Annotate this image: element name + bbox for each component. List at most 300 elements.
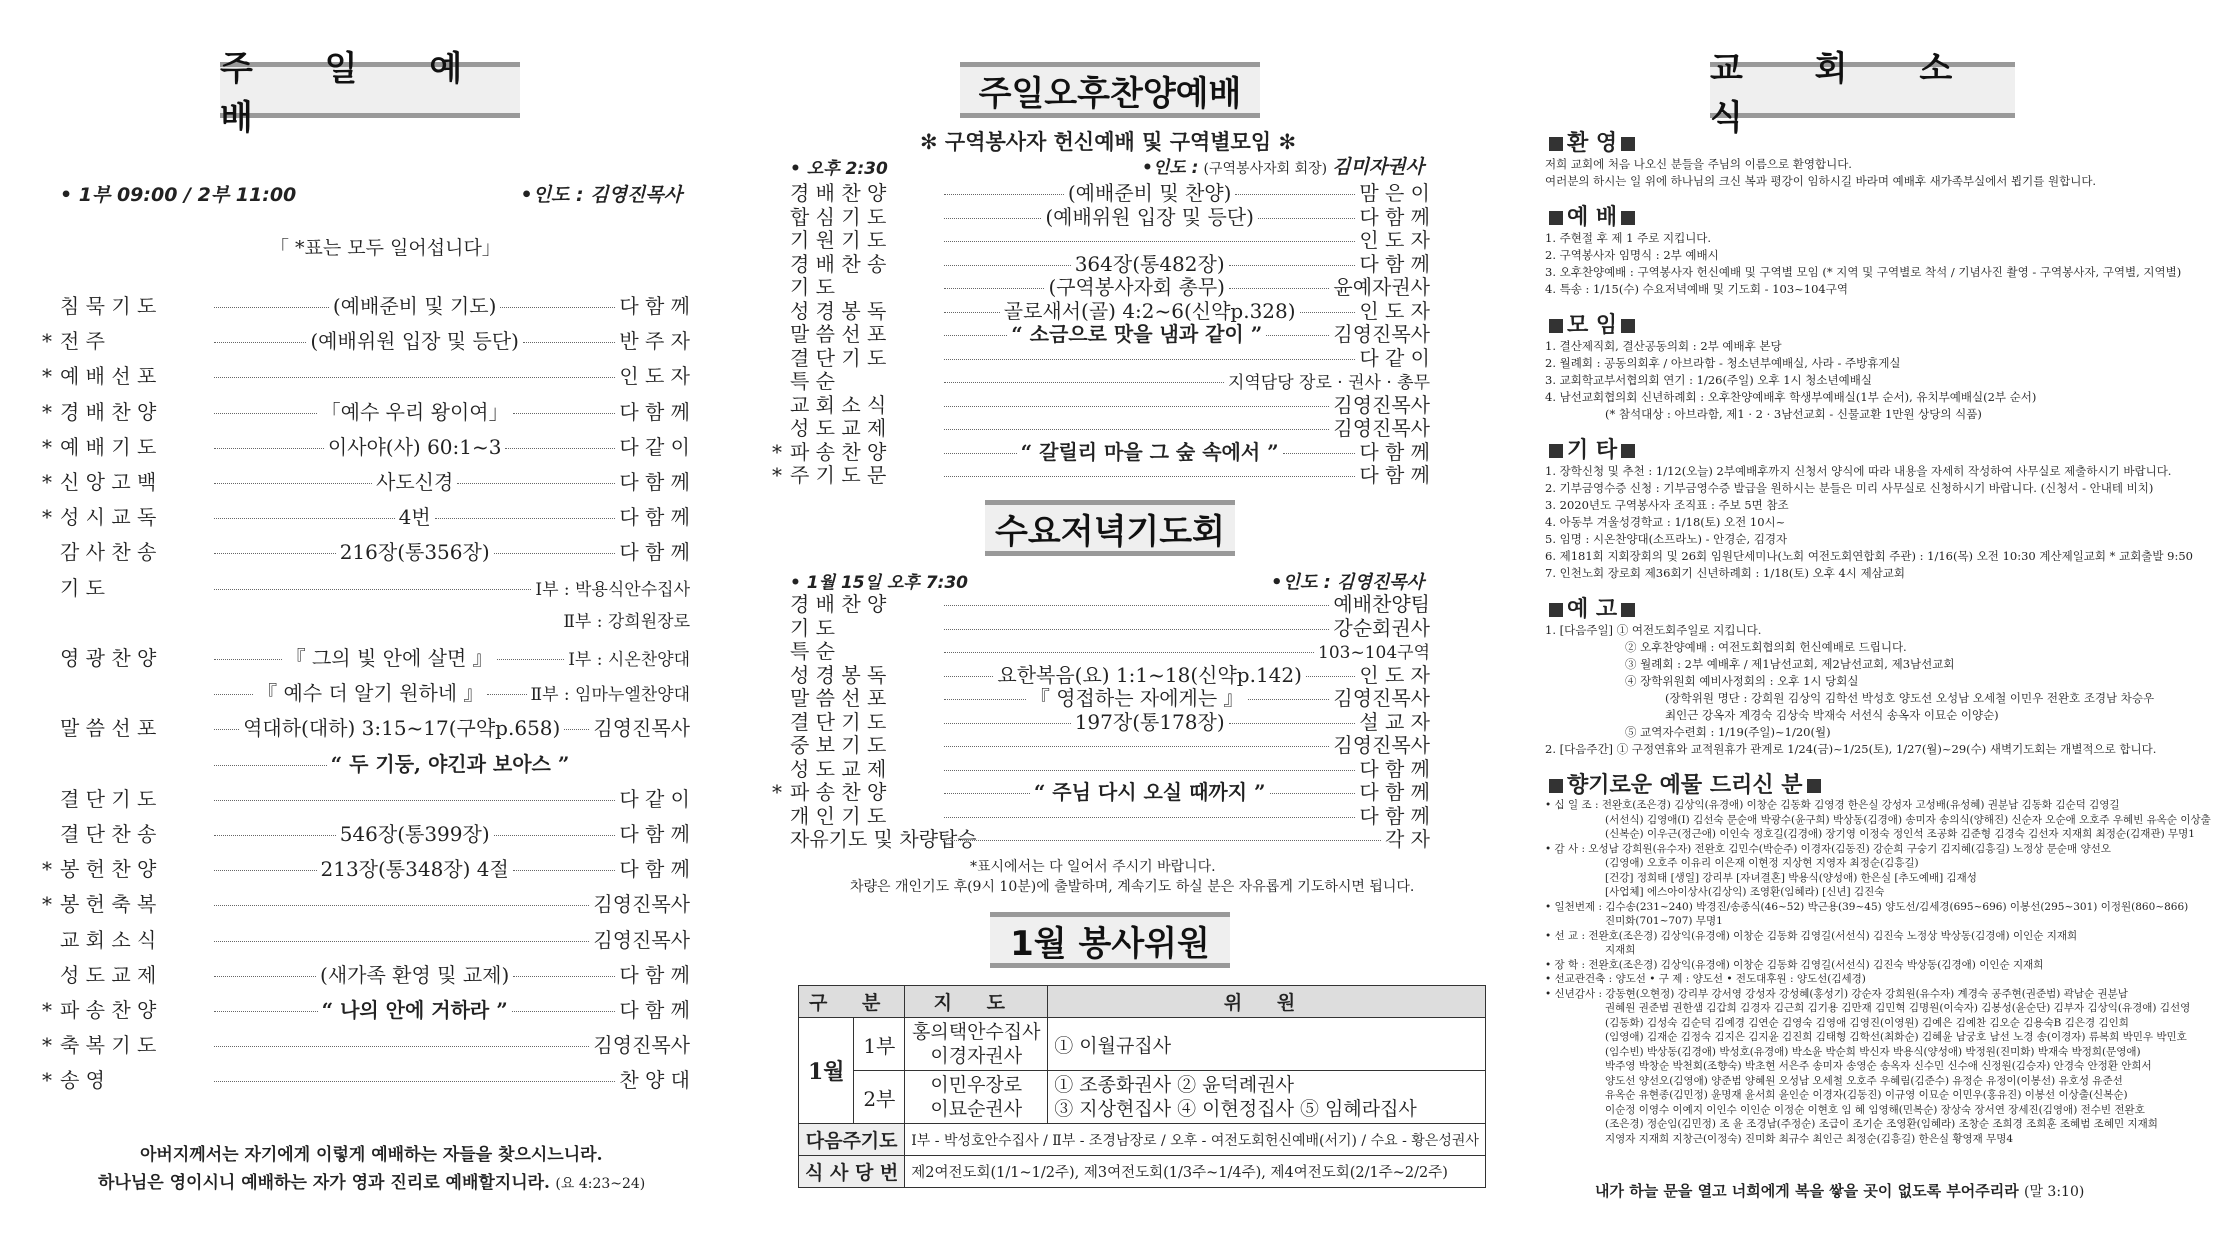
news-line: 7. 인천노회 장로회 제36회기 신년하례회 : 1/18(토) 오후 4시 제삼교회 — [1545, 566, 1905, 580]
afternoon-service-title: 주일오후찬양예배 — [960, 62, 1260, 118]
dot-leader — [944, 793, 1030, 794]
square-bullet-icon — [1621, 444, 1635, 458]
dot-leader — [214, 483, 372, 484]
news-line: 3. 오후찬양예배 : 구역봉사자 헌신예배 및 구역별 모임 (* 지역 및 구역별로 착석 / 기념사진 촬영 - 구역봉사자, 구역별, 지역별) — [1545, 265, 2182, 279]
verse-ref: (요 4:23~24) — [555, 1176, 646, 1192]
dot-leader — [214, 835, 336, 836]
order-item — [42, 466, 690, 495]
dot-leader — [1229, 723, 1356, 724]
order-label-text: 성 도 교 제 — [790, 756, 887, 781]
order-label-text: 기 원 기 도 — [790, 228, 887, 252]
news-line: • 일천번제 : 김수송(231~240) 박경진/송종식(46~52) 박근용(39~45) 양도선/김세경(695~696) 이봉선(295~301) 이정원(860~866) — [1545, 900, 2189, 913]
order-person: 김영진목사 — [593, 1033, 690, 1058]
news-section-title: 예 배 — [1567, 205, 1618, 230]
dot-leader — [487, 694, 526, 695]
order-person: 다 함 께 — [1359, 803, 1430, 828]
order-label — [60, 536, 210, 565]
order-person: 김영진목사 — [1333, 392, 1430, 417]
dot-leader — [944, 476, 1355, 477]
news-line: • 신년감사 : 강동현(오현정) 강리부 강서영 강성자 강성혜(홍성기) 강순자 강희원(유수자) 계경숙 공주현(권준범) 곽남순 권분남 — [1545, 987, 2128, 1000]
news-line: 4. 남선교회협의회 신년하례회 : 오후찬양예배후 학생부예배실(1부 순서), 유치부예배실(2부 순서) — [1545, 390, 2037, 404]
news-section-heading — [1545, 433, 1639, 464]
news-line: 권혜원 권준범 권한샘 김갑희 김경자 김근희 김기용 김만재 김민혁 김명원(이숙자) 김봉성(윤순단) 김부자 김상익(유경애) 김선영 — [1605, 1002, 2191, 1014]
meal-duty-value: 제2여전도회(1/1~1/2주), 제3여전도회(1/3주~1/4주), 제4여전도회(2/1주~2/2주) — [905, 1156, 1486, 1188]
volunteer-table — [798, 985, 1486, 1188]
news-line: ③ 월례회 : 2부 예배후 / 제1남선교회, 제2남선교회, 제3남선교회 — [1625, 657, 1955, 671]
order-item — [60, 642, 690, 671]
dot-leader — [944, 840, 1381, 841]
news-line: 2. [다음주간] ① 구정연휴와 교적원휴가 관계로 1/24(금)~1/25(토), 1/27(월)~29(수) 새벽기도회는 개별적으로 합니다. — [1545, 742, 2157, 756]
news-section-title: 향기로운 예물 드리신 분 — [1567, 773, 1803, 798]
news-section-heading — [1545, 768, 1825, 799]
order-detail: 546장(통399장) — [339, 822, 490, 846]
afternoon-leader: 김미자권사 — [1332, 156, 1424, 178]
part2-guide-1: 이민우장로 — [930, 1074, 1023, 1096]
order-item — [42, 888, 690, 917]
order-person: 설 교 자 — [1359, 709, 1431, 734]
order-label-text: 봉 헌 축 복 — [60, 892, 157, 917]
order-item — [60, 783, 690, 812]
order-label-text: 침 묵 기 도 — [60, 294, 157, 318]
square-bullet-icon — [1807, 779, 1821, 793]
dot-leader — [944, 723, 1071, 724]
dot-leader — [505, 448, 615, 449]
order-detail: (예배준비 및 찬양) — [1067, 181, 1232, 205]
order-person: 다 함 께 — [1359, 204, 1430, 229]
order-person: 다 같 이 — [619, 434, 691, 459]
standing-mark: * — [42, 399, 52, 424]
order-label — [42, 1029, 210, 1058]
order-person: 강순회권사 — [1333, 615, 1430, 640]
order-item — [60, 959, 690, 988]
order-person: 다 함 께 — [1359, 463, 1430, 487]
order-person: Ⅱ부 : 강희원장로 — [563, 611, 690, 632]
dot-leader — [564, 729, 589, 730]
news-line: • 감 사 : 오성남 강희원(유수자) 전완호 김민수(박순주) 이경자(김동진) 강순희 구숭기 김지혜(김흥길) 노정상 문순매 양선오 — [1545, 842, 2111, 855]
table-row — [799, 1124, 1486, 1156]
dot-leader — [944, 335, 1007, 336]
order-detail: 요한복음(요) 1:1~18(신약p.142) — [997, 662, 1302, 687]
next-prayer-label: 다음주기도 — [799, 1124, 905, 1156]
news-line: 5. 임명 : 시온찬양대(소프라노) - 안경순, 김경자 — [1545, 532, 1788, 546]
order-label-text: 합 심 기 도 — [790, 204, 887, 229]
meal-duty-label: 식 사 당 번 — [799, 1156, 905, 1188]
standing-mark: * — [42, 892, 52, 917]
order-person: 지역담당 장로 · 권사 · 총무 — [1227, 373, 1430, 393]
dot-leader — [214, 976, 316, 977]
order-label-text: 주 기 도 문 — [790, 463, 887, 487]
order-label-text: 경 배 찬 양 — [60, 399, 157, 424]
order-item — [60, 536, 690, 565]
order-item — [42, 1064, 690, 1093]
order-detail: “ 나의 안에 거하라 ” — [321, 998, 508, 1022]
order-detail: “ 주님 다시 오실 때까지 ” — [1033, 780, 1266, 804]
closing-verse: 내가 하늘 문을 열고 너희에게 복을 쌓을 곳이 없도록 부어주리라 — [1595, 1182, 2019, 1200]
order-person: 맘 은 이 — [1359, 181, 1430, 205]
order-label-text: 성 경 봉 독 — [790, 662, 887, 687]
order-item — [60, 290, 690, 319]
part2-guide-2: 이묘순권사 — [930, 1098, 1023, 1120]
dot-leader — [944, 194, 1064, 195]
news-line: 이순정 이영수 이예지 이인수 이인순 이정순 이현호 임 혜 임영해(민복순) 장상숙 장서연 장세진(김영애) 전수빈 전완호 — [1605, 1103, 2145, 1116]
dot-leader — [944, 652, 1314, 653]
order-person: 다 같 이 — [1359, 345, 1430, 370]
order-person: 다 함 께 — [619, 857, 691, 882]
order-label-text: 결 단 찬 송 — [60, 822, 157, 846]
order-detail: (구역봉사자회 총무) — [1048, 275, 1225, 299]
order-person: 다 함 께 — [619, 470, 690, 494]
news-line: 저희 교회에 처음 나오신 분들을 주님의 이름으로 환영합니다. — [1545, 157, 1852, 171]
order-detail: “ 두 기둥, 야긴과 보아스 ” — [330, 751, 570, 776]
square-bullet-icon — [1549, 211, 1563, 225]
january-volunteers-title: 1월 봉사위원 — [990, 912, 1230, 968]
order-label-text: 성 도 교 제 — [60, 962, 157, 987]
dot-leader — [944, 265, 1071, 266]
order-detail: “ 소금으로 맛을 냄과 같이 ” — [1011, 322, 1263, 346]
order-person: 다 함 께 — [619, 540, 691, 565]
dot-leader — [944, 605, 1329, 606]
order-item — [60, 748, 690, 777]
news-line: 양도선 양선오(김영애) 양준범 양혜원 오성남 오세철 오호주 우혜림(김준수) 유정순 유정이(이봉선) 유호성 유준선 — [1605, 1074, 2123, 1087]
order-label-text: 결 단 기 도 — [60, 786, 157, 811]
order-label-text: 말 씀 선 포 — [790, 686, 887, 710]
order-person: 다 함 께 — [619, 962, 690, 987]
order-label — [60, 959, 210, 988]
order-person: 김영진목사 — [593, 892, 690, 917]
news-line: [사업체] 에스아이상사(김상익) 조영환(임혜라) [신년] 김진숙 — [1605, 886, 1885, 898]
order-person: 103~104구역 — [1318, 643, 1430, 663]
square-bullet-icon — [1549, 779, 1563, 793]
dot-leader — [944, 218, 1041, 219]
news-section-heading — [1545, 200, 1639, 231]
square-bullet-icon — [1549, 444, 1563, 458]
closing-verse-wrap — [1595, 1180, 2084, 1201]
standing-note: 「 *표는 모두 일어섭니다」 — [270, 237, 501, 259]
news-line: (임수빈) 박상동(김경애) 박성호(유경애) 박소윤 박순희 박신자 박용식(양성애) 박정원(진미화) 박재숙 박정희(문영애) — [1605, 1045, 2141, 1058]
dot-leader — [944, 241, 1355, 242]
dot-leader — [944, 429, 1329, 430]
standing-mark: * — [42, 1033, 52, 1058]
dot-leader — [214, 377, 615, 378]
church-news-title: 교 회 소 식 — [1710, 62, 2015, 118]
order-item — [42, 853, 691, 882]
dot-leader — [1266, 335, 1329, 336]
header-members: 위 원 — [1048, 986, 1486, 1018]
news-line: • 선교관건축 : 양도선 • 구 제 : 양도선 • 전도대후원 : 양도선(김세경) — [1545, 973, 1866, 985]
order-item — [790, 823, 1430, 852]
dot-leader — [214, 1046, 589, 1047]
order-label — [42, 431, 210, 460]
order-label-text: 경 배 찬 양 — [790, 181, 887, 205]
order-item — [42, 360, 690, 389]
news-line: 2. 기부금영수증 신청 : 기부금영수증 발급을 원하시는 분들은 미리 사무실로 신청하시기 바랍니다. (신청서 - 안내테 비치) — [1545, 481, 2154, 495]
order-label-text: 개 인 기 도 — [790, 803, 887, 828]
news-section-title: 기 타 — [1567, 438, 1618, 463]
order-label-text: 예 배 선 포 — [60, 364, 157, 389]
square-bullet-icon — [1549, 603, 1563, 617]
dot-leader — [1258, 218, 1355, 219]
order-item — [60, 818, 690, 847]
dot-leader — [1283, 453, 1356, 454]
dot-leader — [1229, 288, 1329, 289]
order-label — [790, 823, 977, 852]
news-line: 1. 주현절 후 제 1 주로 지킵니다. — [1545, 231, 1712, 245]
order-label-text: 영 광 찬 양 — [60, 646, 157, 670]
order-label-text: 송 영 — [60, 1068, 105, 1093]
order-label-text: 경 배 찬 송 — [790, 251, 887, 276]
news-section-title: 환 영 — [1567, 131, 1618, 156]
order-label — [60, 290, 210, 319]
order-person: Ⅱ부 : 임마누엘찬양대 — [530, 685, 691, 706]
dot-leader — [214, 800, 615, 801]
order-person: 다 함 께 — [619, 998, 691, 1022]
order-label — [60, 642, 210, 671]
dot-leader — [944, 288, 1044, 289]
news-line: ⑤ 교역자수련회 : 1/19(주일)~1/20(월) — [1625, 725, 1831, 739]
news-line: 4. 아동부 겨울성경학교 : 1/18(토) 오전 10시~ — [1545, 515, 1786, 529]
order-person: 인 도 자 — [1359, 298, 1430, 323]
order-label-text: 결 단 기 도 — [790, 709, 887, 734]
order-label-text: 기 도 — [790, 615, 835, 640]
order-person: 다 함 께 — [619, 399, 690, 424]
service-leader: •인도 : 김영진목사 — [520, 184, 682, 206]
closing-verse-ref: (말 3:10) — [2023, 1184, 2085, 1200]
order-detail: 364장(통482장) — [1074, 251, 1225, 276]
wednesday-note-1: *표시에서는 다 일어서 주시기 바랍니다. — [970, 859, 1216, 875]
order-detail: (예배위원 입장 및 등단) — [310, 329, 519, 354]
order-label — [42, 360, 210, 389]
news-line: ② 오후찬양예배 : 여전도회협의회 헌신예배로 드립니다. — [1625, 640, 1907, 654]
dot-leader — [944, 676, 993, 677]
order-label — [60, 924, 210, 953]
dot-leader — [214, 448, 324, 449]
order-label — [42, 853, 210, 882]
order-label-text: 예 배 기 도 — [60, 434, 157, 459]
dot-leader — [214, 518, 395, 519]
order-label-text: 자유기도 및 차량탑승 — [790, 827, 977, 851]
order-person: Ⅰ부 : 시온찬양대 — [568, 650, 691, 670]
news-line: (조은경) 정순임(김민정) 조 윤 조경남(주정순) 조급이 조기순 조영환(임혜라) 조창순 조희경 조희훈 조혜범 조혜민 지재희 — [1605, 1118, 2158, 1130]
wednesday-time: • 1월 15일 오후 7:30 — [790, 573, 968, 593]
order-item — [42, 501, 691, 530]
part1-guide-2: 이경자권사 — [930, 1045, 1023, 1067]
order-label-text: 감 사 찬 송 — [60, 540, 157, 565]
order-person: 김영진목사 — [1333, 416, 1430, 440]
next-prayer-value: Ⅰ부 - 박성호안수집사 / Ⅱ부 - 조경남장로 / 오후 - 여전도회헌신예배(서기) / 수요 - 황은성권사 — [905, 1124, 1486, 1156]
order-label-text: 축 복 기 도 — [60, 1033, 157, 1058]
part2-cell: 2부 — [854, 1071, 905, 1124]
dot-leader — [214, 1011, 318, 1012]
standing-mark: * — [772, 780, 782, 804]
dot-leader — [214, 589, 531, 590]
dot-leader — [214, 905, 589, 906]
dot-leader — [1270, 793, 1356, 794]
news-line: (임영애) 김재순 김정숙 김지은 김지윤 김진희 김태형 김학선(최화순) 김혜윤 남궁호 남선 노경 송(이경자) 류복희 박민우 박민호 — [1605, 1031, 2187, 1043]
news-line: 유옥순 유현종(김민정) 윤명재 윤서희 윤인순 이경자(김동진) 이규영 이묘순 이민우(홍유진) 이봉선 이상출(신복순) — [1605, 1089, 2128, 1101]
order-detail: 골로새서(골) 4:2~6(신약p.328) — [1003, 298, 1296, 323]
dot-leader — [944, 453, 1017, 454]
news-line: 2. 구역봉사자 임명식 : 2부 예배시 — [1545, 248, 1719, 262]
order-label-text: 신 앙 고 백 — [60, 470, 157, 494]
dot-leader — [1300, 312, 1356, 313]
dot-leader — [457, 483, 615, 484]
dot-leader — [214, 342, 306, 343]
dot-leader — [944, 746, 1329, 747]
order-label-text: 성 도 교 제 — [790, 416, 887, 440]
order-person: 다 함 께 — [619, 822, 691, 846]
dot-leader — [214, 659, 282, 660]
standing-mark: * — [42, 434, 52, 459]
order-person: 찬 양 대 — [619, 1068, 690, 1093]
order-detail: (예배준비 및 기도) — [332, 294, 497, 318]
table-row — [799, 1156, 1486, 1188]
order-label — [42, 396, 210, 425]
order-label — [42, 325, 210, 354]
standing-mark: * — [42, 505, 52, 530]
order-detail: 『 예수 더 알기 원하네 』 — [257, 681, 484, 706]
dot-leader — [214, 694, 253, 695]
order-label-text: 결 단 기 도 — [790, 345, 887, 370]
dot-leader — [214, 765, 327, 766]
order-detail: 역대하(대하) 3:15~17(구약p.658) — [243, 716, 561, 741]
news-line: 1. 결산제직회, 결산공동의회 : 2부 예배후 본당 — [1545, 339, 1782, 353]
sunday-service-title: 주 일 예 배 — [220, 62, 520, 118]
order-detail: (새가족 환영 및 교제) — [320, 962, 510, 987]
news-line: 4. 특송 : 1/15(수) 수요저녁예배 및 기도회 - 103~104구역 — [1545, 282, 1848, 296]
news-line: 1. [다음주일] ① 여전도회주일로 지킵니다. — [1545, 623, 1762, 637]
order-person: 다 함 께 — [1359, 439, 1430, 464]
order-item — [42, 396, 690, 425]
dot-leader — [497, 659, 565, 660]
news-section-title: 모 임 — [1567, 313, 1618, 338]
standing-mark: * — [42, 998, 52, 1022]
dot-leader — [944, 359, 1355, 360]
order-person: 반 주 자 — [619, 329, 690, 354]
news-line: (* 참석대상 : 아브라함, 제1 · 2 · 3남선교회 - 신물교환 1만원 상당의 식품) — [1605, 407, 1982, 421]
order-label — [60, 818, 210, 847]
order-label-text: 중 보 기 도 — [790, 733, 887, 757]
middle-column — [772, 0, 1479, 1240]
order-detail: 213장(통348장) 4절 — [320, 857, 509, 882]
wednesday-title: 수요저녁기도회 — [985, 500, 1235, 556]
order-label-text: 특 순 — [790, 369, 835, 393]
order-label-text: 교 회 소 식 — [60, 927, 157, 952]
order-label — [42, 888, 210, 917]
afternoon-leader-wrap — [1142, 152, 1424, 179]
wednesday-leader: •인도 : 김영진목사 — [1271, 572, 1424, 593]
order-label — [60, 712, 210, 741]
order-label-text: 성 경 봉 독 — [790, 298, 887, 323]
news-line: 진미화(701~707) 무명1 — [1605, 915, 1723, 927]
order-label — [42, 501, 210, 530]
order-label — [772, 459, 940, 488]
order-person: 다 함 께 — [1359, 780, 1431, 804]
dot-leader — [1306, 676, 1355, 677]
order-person: 다 같 이 — [619, 786, 690, 811]
news-line: (신복순) 이우근(정근애) 이인숙 정호길(김경애) 장기영 이정숙 정인석 조공화 김준형 김경숙 김선자 지재희 최정순(김재관) 무명1 — [1605, 828, 2195, 840]
order-label-text: 파 송 찬 양 — [790, 780, 887, 804]
news-line: (장학위원 명단 : 강희원 김상익 김학선 박성호 양도선 오성남 오세철 이민우 전완호 조경남 차승우 — [1665, 691, 2155, 705]
dot-leader — [513, 870, 616, 871]
dot-leader — [1248, 699, 1330, 700]
news-line: (김동화) 김성숙 김순덕 김예경 김연순 김영숙 김영애 김영진(이영원) 김예은 김예찬 김오순 김용숙B 김은경 김인희 — [1605, 1016, 2129, 1029]
dot-leader — [214, 870, 317, 871]
news-section-heading — [1545, 308, 1639, 339]
news-line: 3. 교회학교부서협의회 연기 : 1/26(주일) 오후 1시 청소년예배실 — [1545, 373, 1872, 387]
order-person: 다 함 께 — [619, 505, 691, 530]
order-detail: 197장(통178장) — [1074, 709, 1225, 734]
news-line: ④ 장학위원회 예비사정회의 : 오후 1시 당회실 — [1625, 674, 1859, 688]
header-guide: 지 도 — [905, 986, 1048, 1018]
dot-leader — [944, 699, 1026, 700]
news-line: 지재희 — [1605, 944, 1636, 956]
square-bullet-icon — [1549, 137, 1563, 151]
dot-leader — [944, 312, 1000, 313]
dot-leader — [214, 1081, 615, 1082]
order-label-text: 기 도 — [60, 575, 105, 600]
left-column — [42, 0, 691, 1240]
order-item — [42, 325, 690, 354]
order-person: 다 함 께 — [1359, 756, 1430, 781]
order-person: 각 자 — [1385, 827, 1430, 851]
dot-leader — [1229, 265, 1356, 266]
standing-mark: * — [42, 329, 52, 354]
news-line: 3. 2020년도 구역봉사자 조직표 : 주보 5면 참조 — [1545, 498, 1789, 512]
order-item — [42, 1029, 690, 1058]
order-person: 예배찬양팀 — [1333, 592, 1430, 616]
news-line: (김영애) 오호주 이유리 이은재 이현정 지상현 지영자 최정순(김흥길) — [1605, 857, 1919, 869]
standing-mark: * — [772, 439, 782, 464]
order-detail: “ 갈릴리 마을 그 숲 속에서 ” — [1020, 439, 1279, 464]
order-person: 다 함 께 — [1359, 251, 1431, 276]
dot-leader — [513, 413, 616, 414]
order-label-text: 교 회 소 식 — [790, 392, 887, 417]
dot-leader — [1235, 194, 1355, 195]
news-line: 2. 월례회 : 공동의회후 / 아브라함 - 청소년부예배실, 사라 - 주방휴게실 — [1545, 356, 1901, 370]
dot-leader — [523, 342, 615, 343]
order-person: 인 도 자 — [1359, 228, 1430, 252]
order-item — [60, 607, 690, 632]
order-label — [60, 783, 210, 812]
order-label-text: 봉 헌 찬 양 — [60, 857, 157, 882]
part2-members — [1048, 1071, 1486, 1124]
wednesday-note-2: 차량은 개인기도 후(9시 10분)에 출발하며, 계속기도 하실 분은 자유롭게 기도하시면 됩니다. — [850, 879, 1415, 895]
order-person: 윤예자권사 — [1333, 275, 1431, 299]
verse-line-1: 아버지께서는 자기에게 이렇게 예배하는 자들을 찾으시느니라. — [140, 1145, 603, 1165]
part1-guide — [905, 1018, 1048, 1071]
standing-mark: * — [42, 857, 52, 882]
news-line: • 선 교 : 전완호(조은경) 김상익(유경애) 이창순 김동화 김영길(서선식) 김진숙 노정상 박상동(김경애) 이인순 지재희 — [1545, 929, 2078, 942]
dot-leader — [214, 413, 317, 414]
news-line: 최인근 강옥자 계경숙 김상숙 박재숙 서선식 송옥자 이묘순 이양순) — [1665, 708, 1999, 722]
order-detail: 이사야(사) 60:1~3 — [327, 434, 502, 459]
dot-leader — [944, 770, 1355, 771]
square-bullet-icon — [1549, 319, 1563, 333]
dot-leader — [944, 629, 1329, 630]
afternoon-time: • 오후 2:30 — [790, 159, 888, 179]
square-bullet-icon — [1621, 603, 1635, 617]
dot-leader — [494, 835, 616, 836]
dot-leader — [512, 1011, 616, 1012]
order-label — [42, 466, 210, 495]
order-item — [772, 459, 1430, 488]
dot-leader — [513, 976, 615, 977]
standing-mark: * — [42, 470, 52, 494]
order-person: 김영진목사 — [593, 716, 690, 741]
afternoon-leader-prefix: •인도 : — [1142, 158, 1199, 178]
dot-leader — [494, 553, 616, 554]
order-detail: 「예수 우리 왕이여」 — [320, 399, 509, 424]
